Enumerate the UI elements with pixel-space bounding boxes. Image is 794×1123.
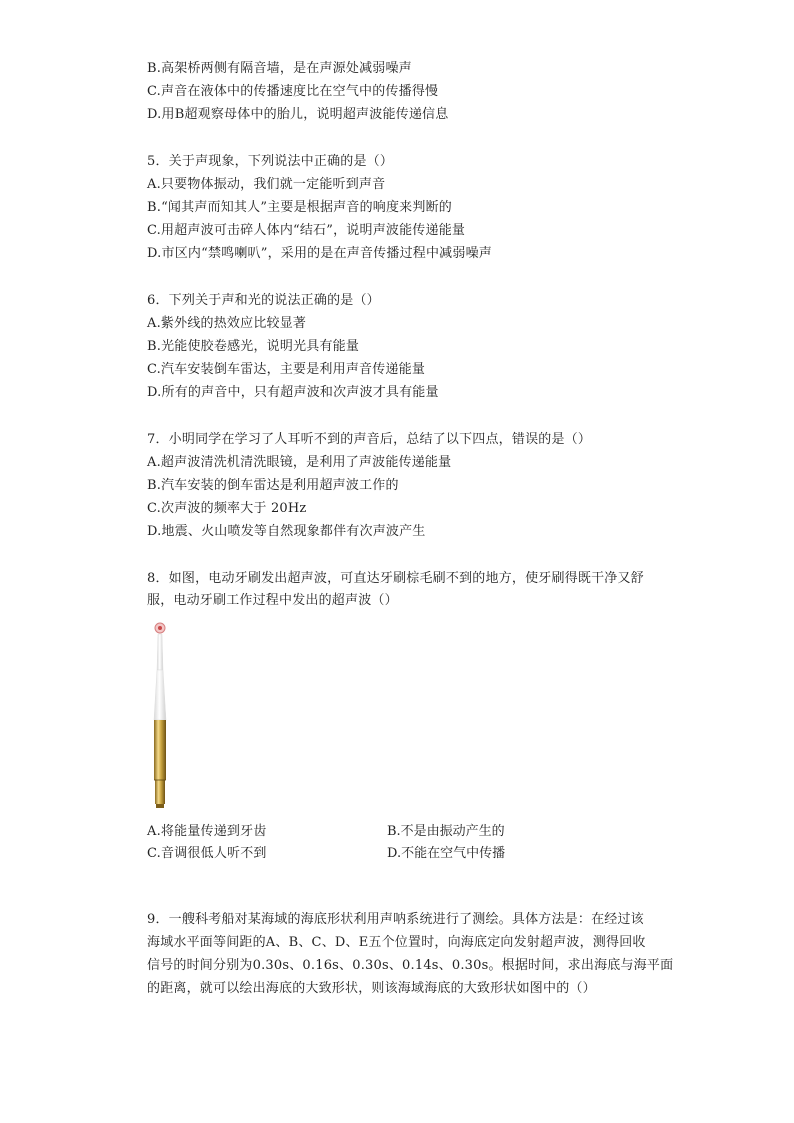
q9-line1: 9．一艘科考船对某海域的海底形状利用声呐系统进行了测绘。具体方法是：在经过该 — [147, 912, 644, 927]
q4-option-d: D.用B超观察母体中的胎儿，说明超声波能传递信息 — [147, 107, 449, 122]
q4-option-c: C.声音在液体中的传播速度比在空气中的传播得慢 — [147, 84, 439, 99]
q8-option-a: A.将能量传递到牙齿 — [147, 824, 267, 839]
q5-option-d: D.市区内“禁鸣喇叭”，采用的是在声音传播过程中减弱噪声 — [147, 246, 492, 261]
q7-option-d: D.地震、火山喷发等自然现象都伴有次声波产生 — [147, 524, 426, 539]
q8-option-c: C.音调很低人听不到 — [147, 846, 267, 861]
q6-stem: 6．下列关于声和光的说法正确的是（） — [147, 293, 380, 308]
q9-line3: 信号的时间分别为0.30s、0.16s、0.30s、0.14s、0.30s。根据时间，求出海底与海平面 — [147, 958, 674, 973]
q8-stem-line1: 8．如图，电动牙刷发出超声波，可直达牙刷棕毛刷不到的地方，使牙刷得既干净又舒 — [147, 571, 644, 586]
electric-toothbrush-image — [150, 620, 174, 810]
q5-option-b: B.“闻其声而知其人”主要是根据声音的响度来判断的 — [147, 200, 452, 215]
q8-option-b: B.不是由振动产生的 — [387, 824, 505, 839]
q7-option-a: A.超声波清洗机清洗眼镜，是利用了声波能传递能量 — [147, 455, 452, 470]
q7-option-b: B.汽车安装的倒车雷达是利用超声波工作的 — [147, 478, 399, 493]
q9-line4: 的距离，就可以绘出海底的大致形状，则该海域海底的大致形状如图中的（） — [147, 981, 596, 996]
q5-option-a: A.只要物体振动，我们就一定能听到声音 — [147, 177, 386, 192]
q8-option-d: D.不能在空气中传播 — [387, 846, 506, 861]
q4-option-b: B.高架桥两侧有隔音墙，是在声源处减弱噪声 — [147, 61, 412, 76]
q5-stem: 5．关于声现象，下列说法中正确的是（） — [147, 154, 394, 169]
q7-stem: 7．小明同学在学习了人耳听不到的声音后，总结了以下四点，错误的是（） — [147, 432, 592, 447]
q6-option-c: C.汽车安装倒车雷达，主要是利用声音传递能量 — [147, 362, 426, 377]
q6-option-b: B.光能使胶卷感光，说明光具有能量 — [147, 339, 360, 354]
q6-option-d: D.所有的声音中，只有超声波和次声波才具有能量 — [147, 385, 439, 400]
q7-option-c: C.次声波的频率大于 20Hz — [147, 501, 307, 516]
q9-line2: 海域水平面等间距的A、B、C、D、E五个位置时，向海底定向发射超声波，测得回收 — [147, 935, 646, 950]
q6-option-a: A.紫外线的热效应比较显著 — [147, 316, 307, 331]
q8-stem-line2: 服，电动牙刷工作过程中发出的超声波（） — [147, 593, 398, 608]
q5-option-c: C.用超声波可击碎人体内“结石”，说明声波能传递能量 — [147, 223, 466, 238]
